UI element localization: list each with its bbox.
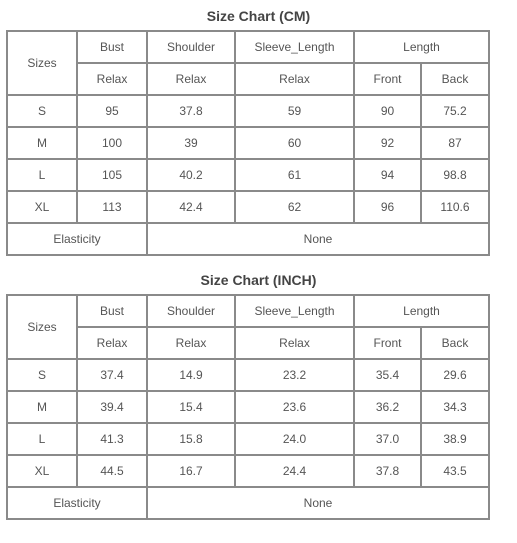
subheader-row [7, 63, 489, 95]
sleeve-cell: 24.0 [235, 423, 354, 455]
shoulder-cell: 37.8 [147, 95, 235, 127]
size-cell: M [7, 391, 77, 423]
bust-cell: 41.3 [77, 423, 147, 455]
back-cell: 38.9 [421, 423, 489, 455]
length-header: Length [354, 31, 489, 63]
bust-cell: 44.5 [77, 455, 147, 487]
size-table [6, 30, 490, 256]
shoulder-cell: 42.4 [147, 191, 235, 223]
bust-header: Bust [77, 31, 147, 63]
shoulder-cell: 14.9 [147, 359, 235, 391]
length-header: Length [354, 295, 489, 327]
elasticity-row [7, 223, 489, 255]
back-cell: 29.6 [421, 359, 489, 391]
chart-title: Size Chart (INCH) [200, 272, 317, 288]
front-cell: 92 [354, 127, 421, 159]
bust-cell: 95 [77, 95, 147, 127]
sleeve-cell: 23.2 [235, 359, 354, 391]
elasticity-row [7, 487, 489, 519]
shoulder-cell: 40.2 [147, 159, 235, 191]
elasticity-label: Elasticity [7, 223, 147, 255]
shoulder-header: Shoulder [147, 31, 235, 63]
back-cell: 98.8 [421, 159, 489, 191]
sleeve-subheader: Relax [235, 327, 354, 359]
size-cell: M [7, 127, 77, 159]
bust-cell: 113 [77, 191, 147, 223]
back-subheader: Back [421, 327, 489, 359]
table-row [7, 95, 489, 127]
size-table [6, 294, 490, 520]
sleeve-length-header: Sleeve_Length [235, 31, 354, 63]
table-row [7, 391, 489, 423]
shoulder-cell: 15.4 [147, 391, 235, 423]
front-subheader: Front [354, 63, 421, 95]
back-cell: 110.6 [421, 191, 489, 223]
elasticity-label: Elasticity [7, 487, 147, 519]
front-cell: 37.8 [354, 455, 421, 487]
bust-cell: 100 [77, 127, 147, 159]
front-cell: 90 [354, 95, 421, 127]
shoulder-subheader: Relax [147, 327, 235, 359]
bust-cell: 39.4 [77, 391, 147, 423]
shoulder-subheader: Relax [147, 63, 235, 95]
size-cell: L [7, 159, 77, 191]
front-cell: 96 [354, 191, 421, 223]
sleeve-cell: 23.6 [235, 391, 354, 423]
shoulder-cell: 15.8 [147, 423, 235, 455]
back-cell: 87 [421, 127, 489, 159]
sizes-header: Sizes [7, 31, 77, 95]
bust-header: Bust [77, 295, 147, 327]
sleeve-cell: 62 [235, 191, 354, 223]
shoulder-header: Shoulder [147, 295, 235, 327]
front-subheader: Front [354, 327, 421, 359]
bust-subheader: Relax [77, 327, 147, 359]
front-cell: 94 [354, 159, 421, 191]
sleeve-cell: 60 [235, 127, 354, 159]
sleeve-cell: 24.4 [235, 455, 354, 487]
chart-title: Size Chart (CM) [206, 8, 311, 24]
bust-cell: 37.4 [77, 359, 147, 391]
sleeve-cell: 59 [235, 95, 354, 127]
size-cell: L [7, 423, 77, 455]
table-row [7, 159, 489, 191]
size-cell: XL [7, 455, 77, 487]
back-cell: 43.5 [421, 455, 489, 487]
table-row [7, 423, 489, 455]
sleeve-cell: 61 [235, 159, 354, 191]
table-row [7, 455, 489, 487]
header-row [7, 31, 489, 63]
elasticity-value: None [147, 487, 489, 519]
size-chart-inch [0, 266, 517, 520]
back-cell: 34.3 [421, 391, 489, 423]
back-subheader: Back [421, 63, 489, 95]
back-cell: 75.2 [421, 95, 489, 127]
size-chart-cm [0, 2, 517, 256]
sizes-header: Sizes [7, 295, 77, 359]
header-row [7, 295, 489, 327]
front-cell: 37.0 [354, 423, 421, 455]
size-cell: S [7, 95, 77, 127]
subheader-row [7, 327, 489, 359]
size-cell: S [7, 359, 77, 391]
sleeve-length-header: Sleeve_Length [235, 295, 354, 327]
size-cell: XL [7, 191, 77, 223]
sleeve-subheader: Relax [235, 63, 354, 95]
table-row [7, 359, 489, 391]
shoulder-cell: 16.7 [147, 455, 235, 487]
table-row [7, 191, 489, 223]
bust-subheader: Relax [77, 63, 147, 95]
front-cell: 35.4 [354, 359, 421, 391]
elasticity-value: None [147, 223, 489, 255]
shoulder-cell: 39 [147, 127, 235, 159]
bust-cell: 105 [77, 159, 147, 191]
table-row [7, 127, 489, 159]
front-cell: 36.2 [354, 391, 421, 423]
